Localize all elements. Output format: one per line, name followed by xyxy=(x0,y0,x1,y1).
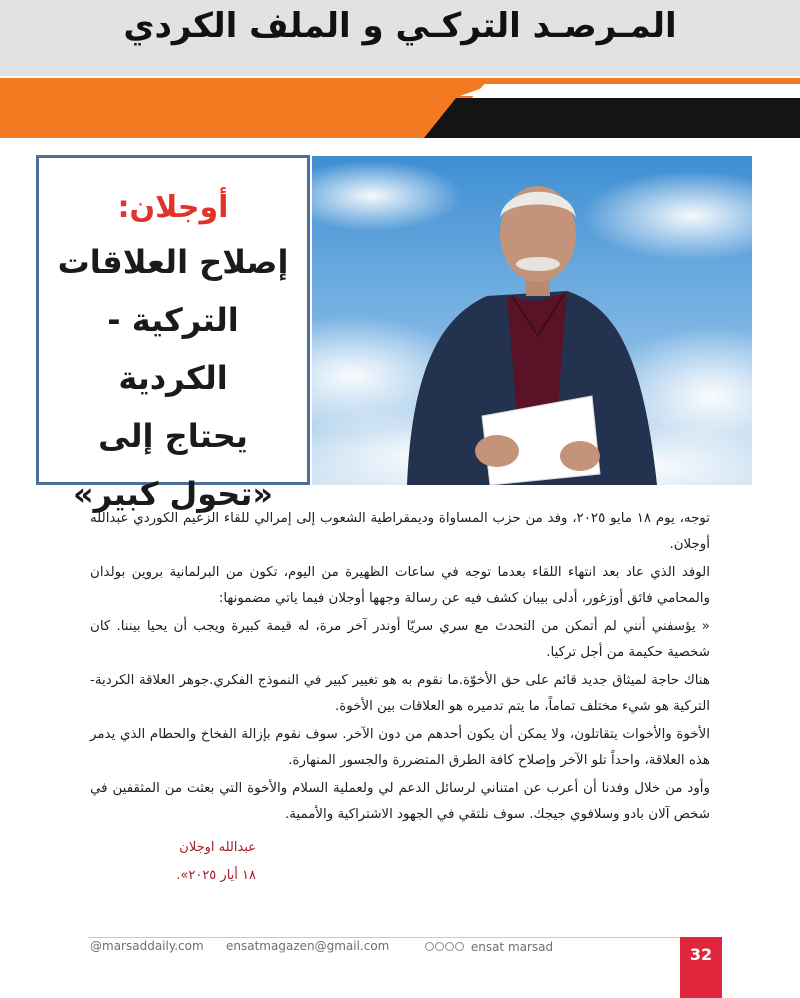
dark-stripe xyxy=(424,98,800,138)
article-paragraph: وأود من خلال وفدنا أن أعرب عن امتناني لرسائل الدعم لي ولعملية السلام والأخوة التي بعثت من المثقفين في شخص آلان بادو وسلافوي جيجك. سوف نلتقي في الجهود الاشتراكية والأممية. xyxy=(90,781,710,822)
magazine-header xyxy=(0,0,800,76)
youtube-icon xyxy=(455,942,464,951)
headline-kicker: أوجلان: xyxy=(117,190,229,225)
signature-block xyxy=(176,834,256,890)
footer-email[interactable]: ensatmagazen@gmail.com xyxy=(226,939,390,953)
signature-date: ١٨ أيار ٢٠٢٥». xyxy=(176,868,256,883)
at-icon: @ xyxy=(90,939,102,953)
headline-box xyxy=(36,155,310,513)
footer-divider xyxy=(88,937,680,938)
page-number: 32 xyxy=(680,937,722,998)
article-paragraph: الوفد الذي عاد بعد انتهاء اللقاء بعدما توجه في ساعات الظهيرة من اليوم، تكون من البرلمانية بروين بولدان والمحامي فائق أوزغور، أدلى بيبان كشف فيه عن رسالة وجهها أوجلان فيما ياتي مضمونها: xyxy=(90,565,710,606)
article-paragraph: « يؤسفني أنني لم أتمكن من التحدث مع سري سريّا أوندر آخر مرة، له قيمة كبيرة ويجب أن يحيا بيننا. كان شخصية حكيمة من أجل تركيا. xyxy=(90,619,710,660)
instagram-icon xyxy=(445,942,454,951)
portrait-photo xyxy=(312,156,752,485)
header-decorative-band xyxy=(0,76,800,138)
footer-website[interactable]: @marsaddaily.com xyxy=(90,939,204,953)
facebook-icon xyxy=(425,942,434,951)
article-body xyxy=(90,506,710,830)
article-paragraph: الأخوة والأخوات يتقاتلون، ولا يمكن أن يكون أحدهم من دون الآخر. سوف نقوم بإزالة الفخاخ والحطام الذي يدمر هذه العلاقة، واحداً تلو الآخر وإصلاح كافة الطرق المتضررة والجسور المنهارة. xyxy=(90,727,710,768)
orange-stripe xyxy=(0,78,490,138)
magazine-title: المـرصـد التركـي و الملف الكردي xyxy=(123,6,677,46)
orange-diagonal xyxy=(484,78,800,84)
article-paragraph: توجه، يوم ١٨ مايو ٢٠٢٥، وفد من حزب المساواة وديمقراطية الشعوب إلى إمرالي للقاء الزعيم الكوردي عبدالله أوجلان. xyxy=(90,511,710,552)
article-paragraph: هناك حاجة لميثاق جديد قائم على حق الأخوّة.ما نقوم به هو تغيير كبير في النموذج الفكري.جوهر العلاقة الكردية- التركية هو شيء مختلف تماماً، ما يتم تدميره هو العلاقات بين الأخوة. xyxy=(90,673,710,714)
signature-name: عبدالله اوجلان xyxy=(179,840,256,855)
twitter-icon xyxy=(435,942,444,951)
white-diagonal-gap xyxy=(460,86,800,96)
social-handle: ensat marsad xyxy=(470,939,554,954)
footer-social[interactable] xyxy=(425,939,554,954)
headline-title: إصلاح العلاقات التركية - الكردية يحتاج إلى «تحول كبير» xyxy=(57,243,289,513)
